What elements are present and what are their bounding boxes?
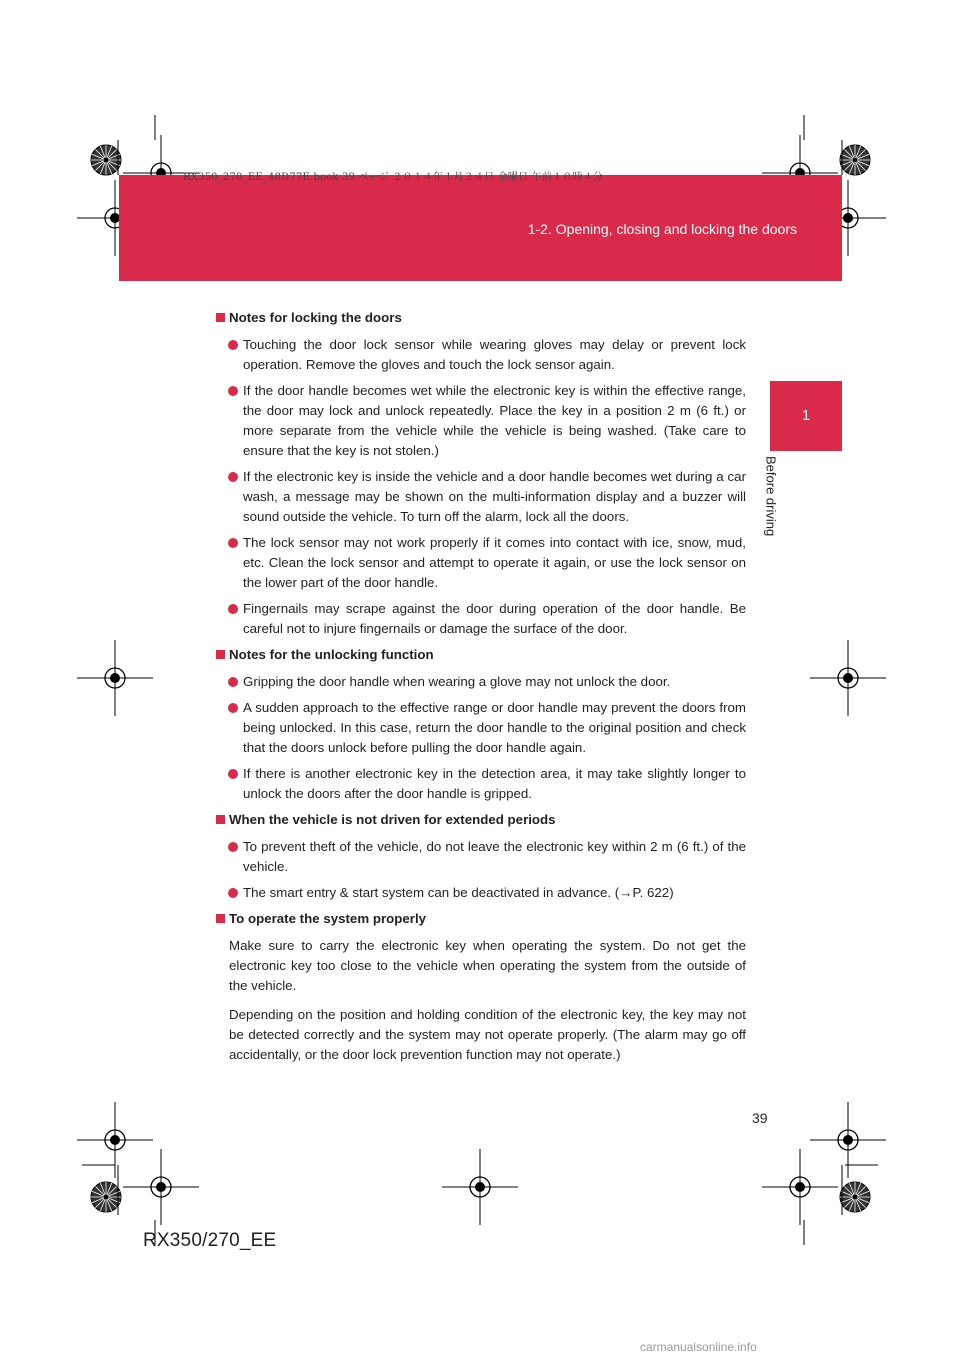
list-item: The lock sensor may not work properly if it comes into contact with ice, snow, mud, etc. Clean the lock sensor and attempt to operate it again, or use the lock sensor on the lower part of the door handle.	[216, 533, 746, 593]
bullet-icon	[228, 888, 238, 898]
section-heading: To operate the system properly	[216, 909, 746, 929]
list-item: To prevent theft of the vehicle, do not leave the electronic key within 2 m (6 ft.) of the vehicle.	[216, 837, 746, 877]
list-item: Gripping the door handle when wearing a glove may not unlock the door.	[216, 672, 746, 692]
bullet-icon	[228, 538, 238, 548]
section-heading: When the vehicle is not driven for extended periods	[216, 810, 746, 830]
list-item: The smart entry & start system can be deactivated in advance. (→P. 622)	[216, 883, 746, 903]
square-bullet-icon	[216, 914, 225, 923]
bullet-icon	[228, 842, 238, 852]
section-heading: Notes for locking the doors	[216, 308, 746, 328]
square-bullet-icon	[216, 650, 225, 659]
bullet-icon	[228, 340, 238, 350]
paragraph: Make sure to carry the electronic key when operating the system. Do not get the electronic key too close to the vehicle when operating the system from the outside of the vehicle.	[229, 938, 746, 993]
bullet-icon	[228, 604, 238, 614]
square-bullet-icon	[216, 815, 225, 824]
list-item: Fingernails may scrape against the door during operation of the door handle. Be careful not to injure fingernails or damage the surface of the door.	[216, 599, 746, 639]
list-item: A sudden approach to the effective range or door handle may prevent the doors from being unlocked. In this case, return the door handle to the original position and check that the doors unlock before pulling the door handle again.	[216, 698, 746, 758]
print-info: RX350_270_EE_48D77E.book 39 ページ ２０１４年１月２４日 金曜日 午前１０時４分	[183, 172, 604, 183]
bullet-icon	[228, 703, 238, 713]
page-number: 39	[752, 1110, 768, 1126]
bullet-icon	[228, 386, 238, 396]
section-heading: Notes for the unlocking function	[216, 645, 746, 665]
list-item: If the door handle becomes wet while the electronic key is within the effective range, the door may lock and unlock repeatedly. Place the key in a position 2 m (6 ft.) or more separate from the vehicle while the vehicle is being washed. (Take care to ensure that the key is not stolen.)	[216, 381, 746, 461]
model-code: RX350/270_EE	[143, 1230, 277, 1251]
bullet-icon	[228, 769, 238, 779]
list-item: If there is another electronic key in the detection area, it may take slightly longer to unlock the doors after the door handle is gripped.	[216, 764, 746, 804]
paragraph: Depending on the position and holding condition of the electronic key, the key may not be detected correctly and the system may not operate properly. (The alarm may go off accidentally, or the door lock prevention function may not operate.)	[229, 1007, 746, 1062]
chapter-label-wrap	[756, 456, 786, 576]
list-item: Touching the door lock sensor while wearing gloves may delay or prevent lock operation. Remove the gloves and touch the lock sensor again.	[216, 335, 746, 375]
main-content	[216, 308, 746, 1074]
chapter-number: 1	[801, 407, 811, 424]
chapter-label: Before driving	[763, 456, 779, 537]
section-title: 1-2. Opening, closing and locking the doors	[527, 221, 797, 237]
bullet-icon	[228, 677, 238, 687]
bullet-icon	[228, 472, 238, 482]
square-bullet-icon	[216, 313, 225, 322]
list-item: If the electronic key is inside the vehicle and a door handle becomes wet during a car wash, a message may be shown on the multi-information display and a buzzer will sound outside the vehicle. To turn off the alarm, lock all the doors.	[216, 467, 746, 527]
chapter-tab	[770, 381, 842, 451]
footer-watermark: carmanualsonline.info	[640, 1340, 757, 1354]
